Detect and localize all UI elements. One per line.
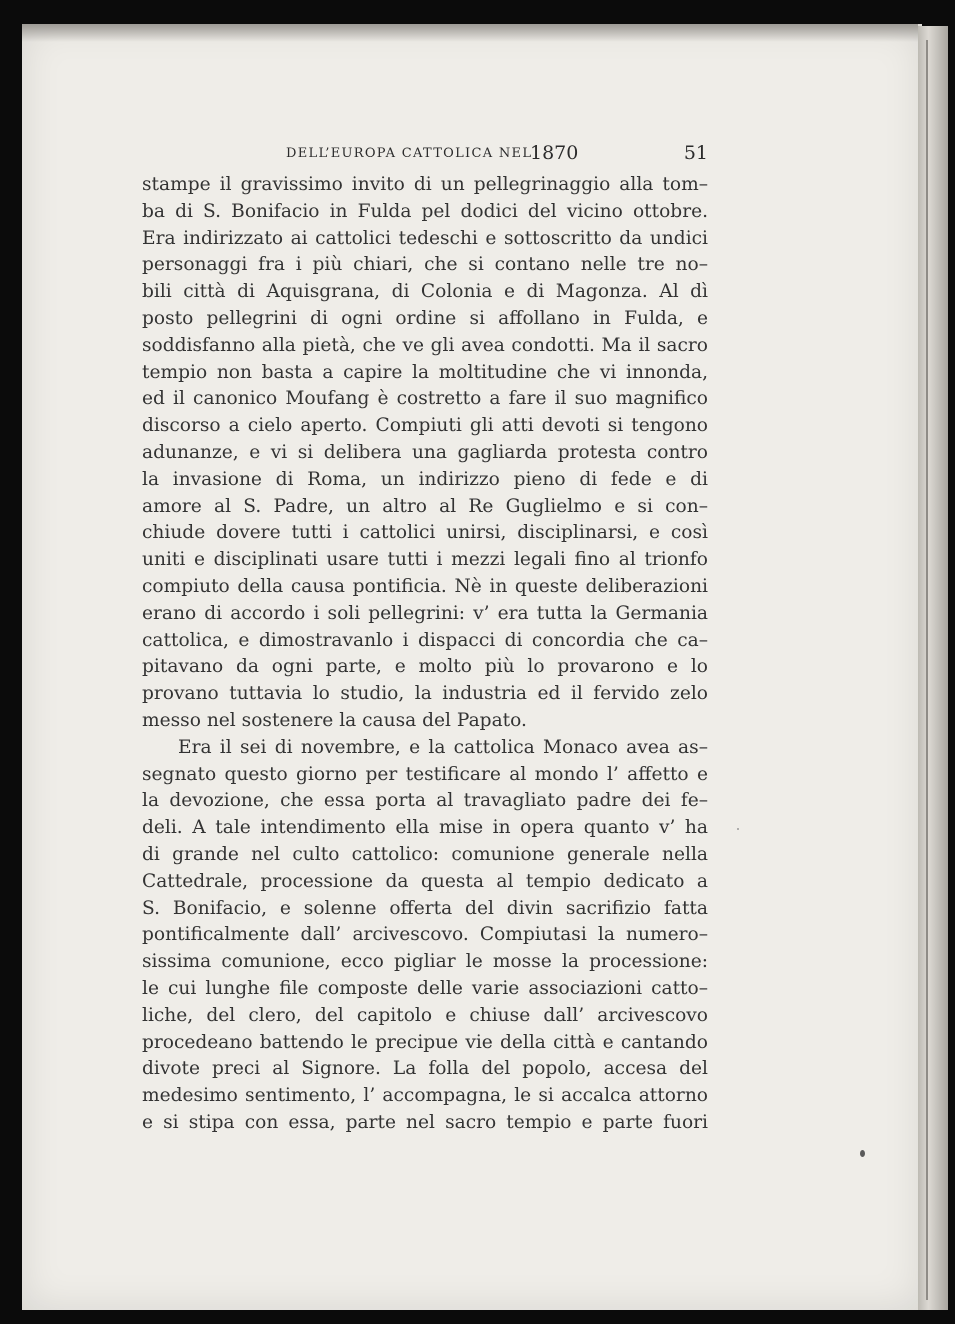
page-number: 51 (683, 142, 708, 164)
text-line: bili città di Aquisgrana, di Colonia e di Magonza. Al dì (142, 281, 708, 303)
text-line: la devozione, che essa porta al travagliato padre dei fe– (142, 790, 708, 812)
text-line: adunanze, e vi si delibera una gagliarda protesta contro (142, 441, 708, 463)
text-line: e si stipa con essa, parte nel sacro tempio e parte fuori (142, 1111, 708, 1133)
text-line: di grande nel culto cattolico: comunione generale nella (142, 843, 708, 865)
text-line: soddisfanno alla pietà, che ve gli avea condotti. Ma il sacro (142, 334, 708, 356)
paragraph-first-line: Era il sei di novembre, e la cattolica Monaco avea as– (178, 736, 708, 758)
text-line: liche, del clero, del capitolo e chiuse dall’ arcivescovo (142, 1004, 708, 1026)
text-line: Cattedrale, processione da questa al tempio dedicato a (142, 870, 708, 892)
text-line: amore al S. Padre, un altro al Re Guglielmo e si con– (142, 495, 708, 517)
text-line: divote preci al Signore. La folla del popolo, accesa del (142, 1058, 708, 1080)
text-line: uniti e disciplinati usare tutti i mezzi legali fino al trionfo (142, 549, 708, 571)
body-text (142, 172, 708, 1137)
text-line: stampe il gravissimo invito di un pellegrinaggio alla tom– (142, 174, 708, 195)
text-line: provano tuttavia lo studio, la industria ed il fervido zelo (142, 683, 708, 705)
text-line: deli. A tale intendimento ella mise in opera quanto v’ ha (142, 817, 708, 839)
paragraph-last-line: messo nel sostenere la causa del Papato. (142, 709, 527, 731)
text-line: compiuto della causa pontificia. Nè in queste deliberazioni (142, 575, 708, 597)
running-head-year: 1870 (530, 142, 579, 164)
text-line: personaggi fra i più chiari, che si contano nelle tre no– (142, 254, 708, 276)
text-line: ed il canonico Moufang è costretto a fare il suo magnifico (142, 388, 708, 410)
text-line: discorso a cielo aperto. Compiuti gli atti devoti si tengono (142, 415, 708, 437)
running-head-title: DELL’EUROPA CATTOLICA NEL (286, 146, 533, 161)
text-line: segnato questo giorno per testificare al mondo l’ affetto e (142, 763, 708, 785)
text-line: erano di accordo i soli pellegrini: v’ era tutta la Germania (142, 602, 708, 624)
text-line: ba di S. Bonifacio in Fulda pel dodici del vicino ottobre. (142, 200, 708, 222)
text-line: Era indirizzato ai cattolici tedeschi e sottoscritto da undici (142, 227, 708, 249)
next-page-edge (918, 26, 948, 1310)
text-line: le cui lunghe file composte delle varie associazioni catto– (142, 977, 708, 999)
text-line: S. Bonifacio, e solenne offerta del divin sacrifizio fatta (142, 897, 708, 919)
text-line: pitavano da ogni parte, e molto più lo provarono e lo (142, 656, 708, 678)
text-line: pontificalmente dall’ arcivescovo. Compiutasi la numero– (142, 924, 708, 946)
text-line: medesimo sentimento, l’ accompagna, le si accalca attorno (142, 1085, 708, 1107)
running-head (286, 142, 708, 166)
text-line: la invasione di Roma, un indirizzo pieno di fede e di (142, 468, 708, 490)
text-line: sissima comunione, ecco pigliar le mosse la processione: (142, 951, 708, 973)
text-line: cattolica, e dimostravanlo i dispacci di concordia che ca– (142, 629, 708, 651)
text-line: posto pellegrini di ogni ordine si affollano in Fulda, e (142, 307, 708, 329)
text-line: procedeano battendo le precipue vie della città e cantando (142, 1031, 708, 1053)
top-edge-shadow (22, 24, 918, 42)
ink-speck (860, 1150, 865, 1157)
ink-speck (737, 828, 739, 830)
text-line: tempio non basta a capire la moltitudine che vi innonda, (142, 361, 708, 383)
text-line: chiude dovere tutti i cattolici unirsi, disciplinarsi, e così (142, 522, 708, 544)
page-edge-line (926, 40, 928, 1300)
